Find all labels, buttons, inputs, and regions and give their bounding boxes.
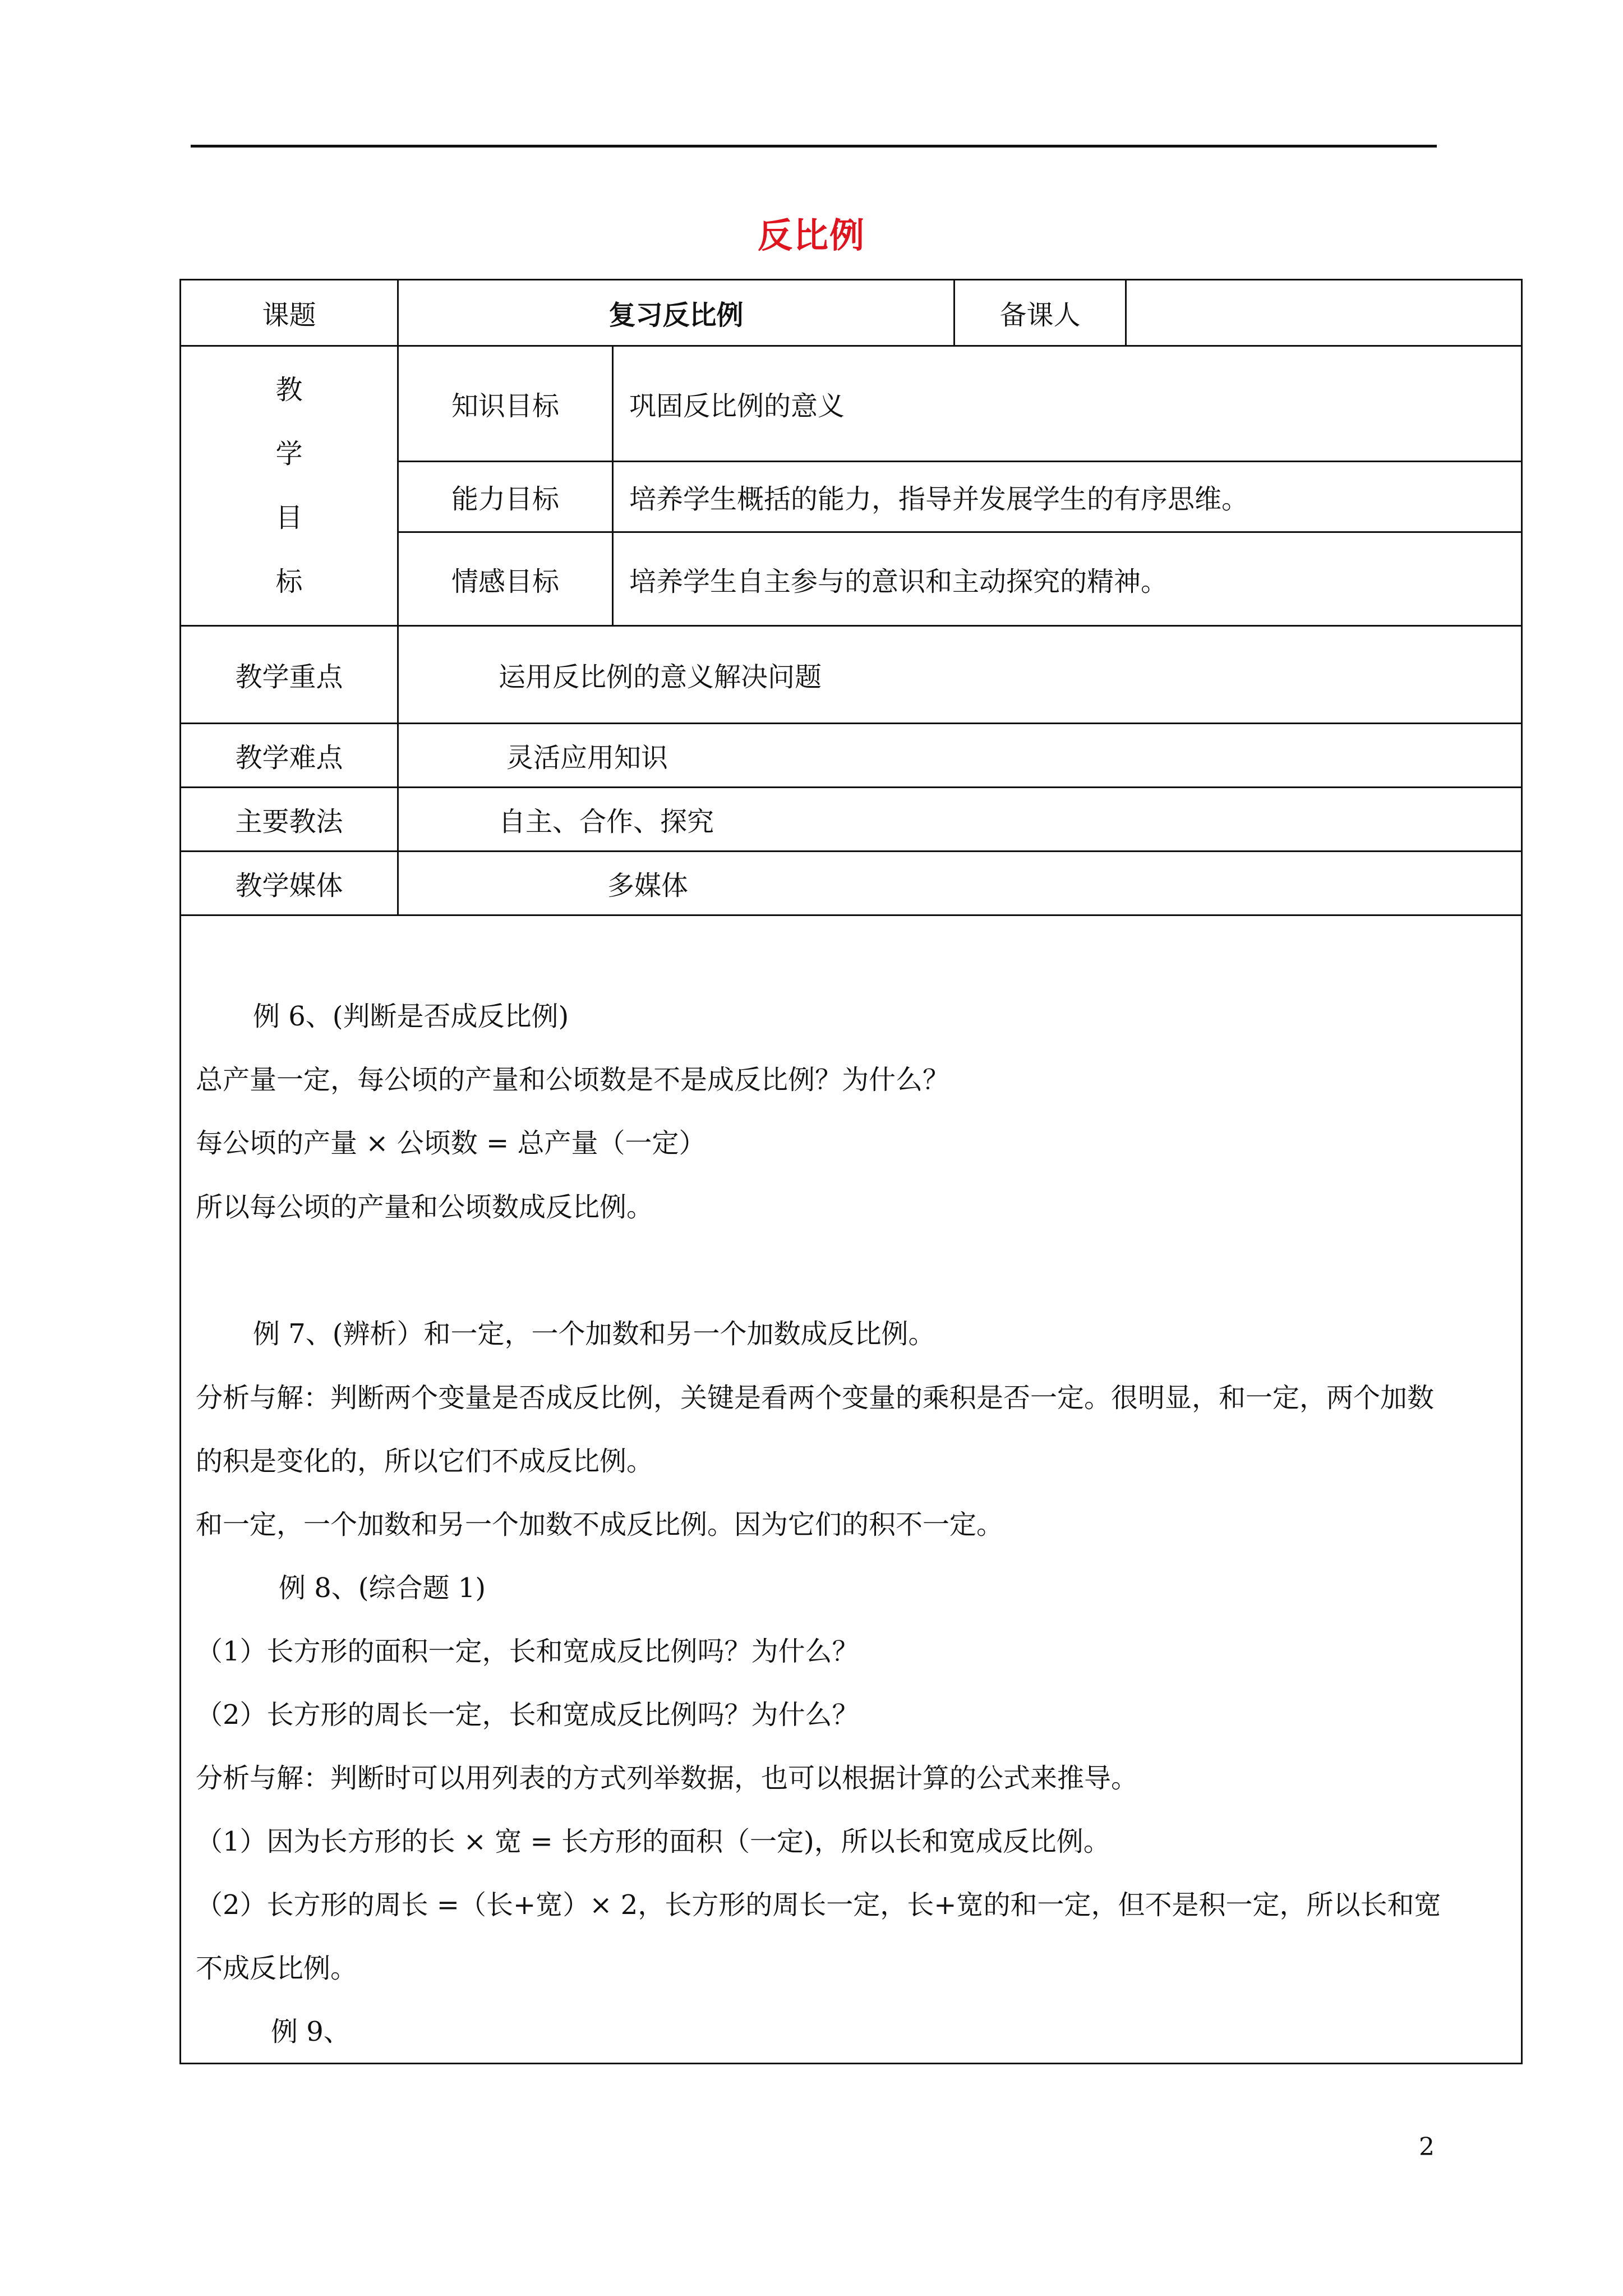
media-row [181,852,1522,915]
example-8-heading: 例 8、(综合题 1) [279,1572,486,1604]
content-line: 分析与解：判断时可以用列表的方式列举数据，也可以根据计算的公式来推导。 [196,1763,1138,1794]
content-line: （2）长方形的周长 =（长+宽）× 2，长方形的周长一定，长+宽的和一定，但不是积一定，所以长和宽 [196,1889,1441,1921]
lesson-plan-table [179,279,1523,2064]
document-title: 反比例 [757,215,865,256]
objectives-label-char: 学 [275,438,303,470]
objective-value-ability: 培养学生概括的能力，指导并发展学生的有序思维。 [613,462,1522,532]
example-7-heading: 例 7、(辨析）和一定，一个加数和另一个加数成反比例。 [253,1318,935,1350]
key-points-value: 运用反比例的意义解决问题 [398,626,1522,724]
topic-value: 复习反比例 [398,280,955,346]
key-points-row [181,626,1522,724]
content-line: 和一定，一个加数和另一个加数不成反比例。因为它们的积不一定。 [196,1509,1004,1540]
content-row [181,915,1522,2064]
methods-label: 主要教法 [181,788,398,852]
objectives-label-char: 教 [275,374,303,406]
objective-value-emotion: 培养学生自主参与的意识和主动探究的精神。 [613,532,1522,626]
objective-value-knowledge: 巩固反比例的意义 [613,346,1522,462]
objectives-label-char: 标 [275,566,303,597]
objectives-label [181,346,398,626]
content-line: 不成反比例。 [196,1953,358,1984]
media-value: 多媒体 [398,852,1522,915]
content-line: （2）长方形的周长一定，长和宽成反比例吗？为什么？ [196,1699,859,1731]
topic-label: 课题 [181,280,398,346]
methods-value: 自主、合作、探究 [398,788,1522,852]
objective-label-emotion: 情感目标 [398,532,613,626]
content-line: （1）长方形的面积一定，长和宽成反比例吗？为什么？ [196,1636,859,1667]
objective-label-knowledge: 知识目标 [398,346,613,462]
media-label: 教学媒体 [181,852,398,915]
content-line: 的积是变化的，所以它们不成反比例。 [196,1446,654,1477]
content-line: （1）因为长方形的长 × 宽 = 长方形的面积（一定)，所以长和宽成反比例。 [196,1826,1110,1857]
content-line: 每公顷的产量 × 公顷数 = 总产量（一定） [196,1128,706,1159]
difficulties-label: 教学难点 [181,724,398,788]
difficulties-value: 灵活应用知识 [398,724,1522,788]
page-number: 2 [1419,2133,1435,2161]
example-6-heading: 例 6、(判断是否成反比例) [253,1001,569,1032]
topic-row [181,280,1522,346]
objectives-label-char: 目 [275,502,303,533]
content-line: 总产量一定，每公顷的产量和公顷数是不是成反比例？为什么？ [196,1064,950,1096]
methods-row [181,788,1522,852]
content-line: 所以每公顷的产量和公顷数成反比例。 [196,1191,654,1223]
objective-label-ability: 能力目标 [398,462,613,532]
preparer-label: 备课人 [955,280,1126,346]
example-9-heading: 例 9、 [271,2016,351,2047]
header-rule [191,145,1437,148]
preparer-value [1126,280,1522,346]
content-line: 分析与解：判断两个变量是否成反比例，关键是看两个变量的乘积是否一定。很明显，和一定，两个加数 [196,1382,1435,1414]
objective-row-knowledge [181,346,1522,462]
key-points-label: 教学重点 [181,626,398,724]
difficulties-row [181,724,1522,788]
lesson-content [181,915,1522,2064]
